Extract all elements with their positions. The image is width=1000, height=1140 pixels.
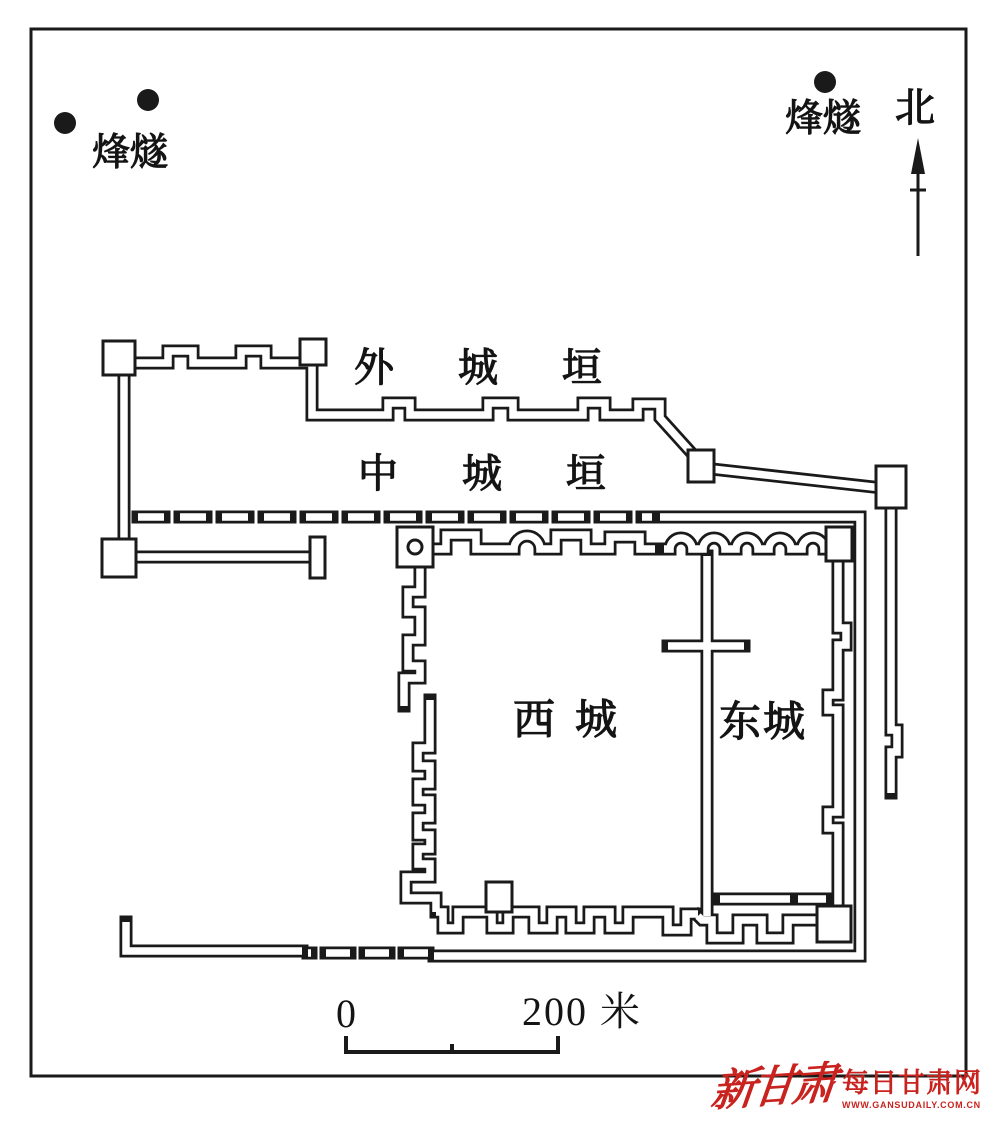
scale-bar bbox=[346, 1036, 558, 1052]
tower-outer-wall-east bbox=[876, 466, 906, 508]
scale-max-label: 200 米 bbox=[522, 989, 642, 1034]
tower-annex-se-bar bbox=[310, 537, 325, 578]
beacon-label-left: 烽燧 bbox=[92, 132, 169, 174]
wall-inner-fill bbox=[124, 345, 897, 956]
beacon-dot-1 bbox=[54, 112, 76, 134]
watermark bbox=[708, 1057, 982, 1118]
outer-wall-label: 外城垣 bbox=[354, 345, 666, 390]
wall-outlines bbox=[124, 345, 897, 956]
tower-annex-ne bbox=[300, 339, 326, 365]
wall-towers bbox=[102, 339, 906, 942]
north-label: 北 bbox=[895, 85, 935, 130]
east-city-label: 东城 bbox=[719, 700, 808, 746]
middle-wall-label: 中城垣 bbox=[358, 451, 670, 496]
beacon-dot-2 bbox=[137, 89, 159, 111]
watermark-site-name: 每日甘肃网 bbox=[842, 1068, 982, 1098]
beacon-dots bbox=[54, 71, 836, 134]
watermark-site-url: WWW.GANSUDAILY.COM.CN bbox=[842, 1100, 981, 1110]
beacon-dot-3 bbox=[814, 71, 836, 93]
tower-outer-wall-mid bbox=[688, 450, 714, 482]
tower-west-city-south-gate bbox=[486, 882, 512, 912]
west-city-label: 西城 bbox=[513, 698, 638, 744]
beacon-label-right: 烽燧 bbox=[785, 98, 862, 140]
north-arrow-icon bbox=[910, 138, 926, 256]
tower-west-city-nw bbox=[397, 527, 433, 567]
watermark-script-logo: 新甘肃 bbox=[708, 1057, 836, 1118]
tower-annex-nw bbox=[103, 341, 135, 375]
tower-annex-sw bbox=[102, 539, 136, 577]
tower-east-city-se bbox=[817, 906, 851, 942]
scale-zero-label: 0 bbox=[336, 991, 356, 1036]
tower-east-city-ne bbox=[826, 527, 852, 561]
